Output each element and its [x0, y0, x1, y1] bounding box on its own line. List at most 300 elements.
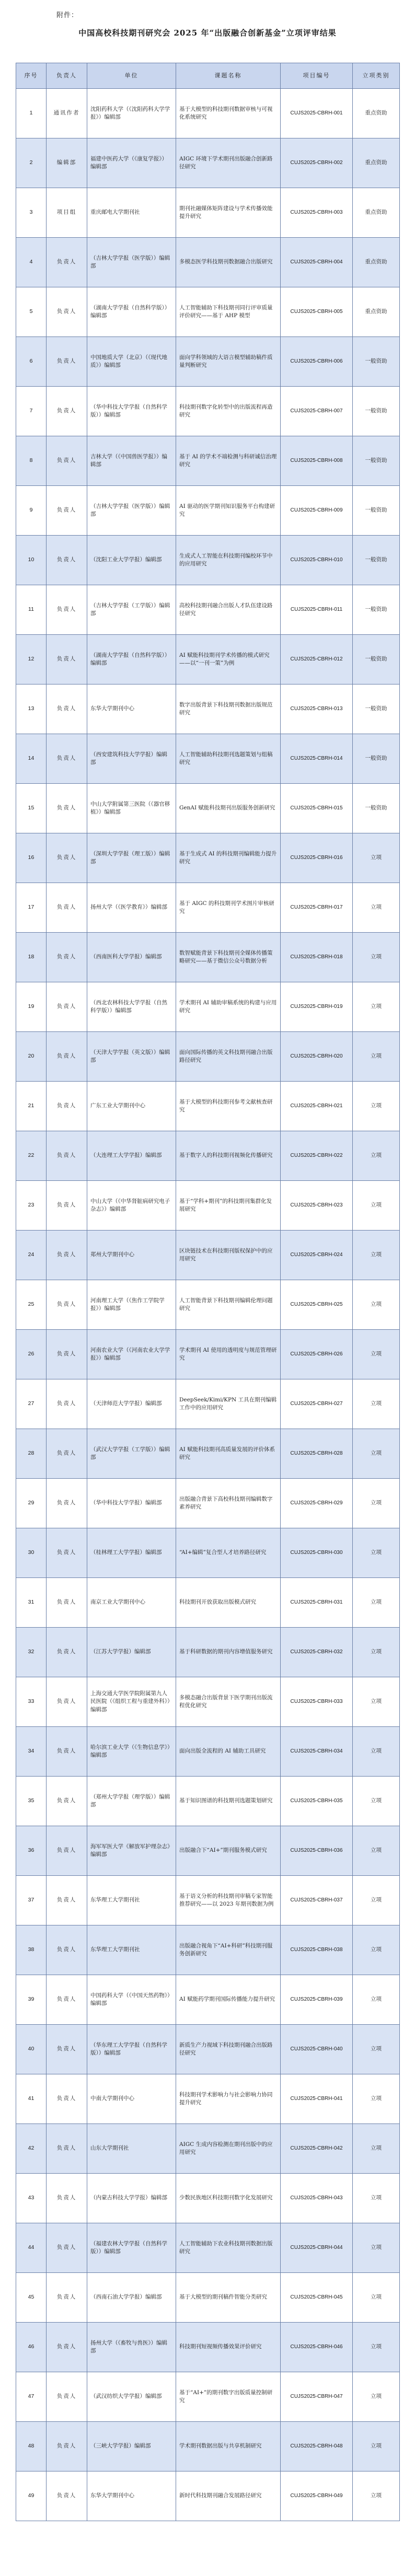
row-unit: 中国药科大学（《中国天然药物》）编辑部 [87, 1975, 176, 2025]
row-project-title: 基于 AI 的学术不端检测与科研诚信治理研究 [176, 436, 281, 486]
row-project-code: CUJS2025-CBRH-047 [281, 2372, 353, 2422]
row-number: 25 [16, 1280, 47, 1330]
row-unit: （江苏大学学报）编辑部 [87, 1628, 176, 1677]
row-category: 立项 [353, 1975, 400, 2025]
row-leader: 负责人 [47, 982, 87, 1032]
row-project-code: CUJS2025-CBRH-031 [281, 1578, 353, 1628]
row-project-title: 基于“学科+期刊”的科技期刊集群化发展研究 [176, 1181, 281, 1231]
row-category: 立项 [353, 2323, 400, 2372]
header-name: 负责人 [47, 63, 87, 89]
row-number: 9 [16, 486, 47, 536]
table-row [16, 2223, 400, 2273]
table-row [16, 635, 400, 684]
row-unit: 吉林大学（《中国兽医学报》）编辑部 [87, 436, 176, 486]
row-project-code: CUJS2025-CBRH-001 [281, 89, 353, 138]
row-project-code: CUJS2025-CBRH-022 [281, 1131, 353, 1181]
row-leader: 负责人 [47, 1379, 87, 1429]
row-unit: 南京工业大学期刊中心 [87, 1578, 176, 1628]
row-number: 14 [16, 734, 47, 784]
table-row [16, 138, 400, 188]
row-category: 一般资助 [353, 585, 400, 635]
row-leader: 负责人 [47, 1528, 87, 1578]
row-number: 6 [16, 337, 47, 387]
row-project-title: 出版融合背景下高校科技期刊编辑数字素养研究 [176, 1479, 281, 1528]
row-category: 一般资助 [353, 784, 400, 833]
row-project-title: 学术期刊 AI 辅助审稿系统的构建与应用研究 [176, 982, 281, 1032]
table-row [16, 188, 400, 238]
header-title: 课题名称 [176, 63, 281, 89]
table-row [16, 1479, 400, 1528]
row-project-title: 基于科研数据的期刊内容增值服务研究 [176, 1628, 281, 1677]
row-leader: 负责人 [47, 1231, 87, 1280]
page-title: 中国高校科技期刊研究会 2025 年“出版融合创新基金”立项评审结果 [78, 28, 337, 38]
row-project-code: CUJS2025-CBRH-027 [281, 1379, 353, 1429]
row-category: 一般资助 [353, 536, 400, 585]
row-number: 44 [16, 2223, 47, 2273]
row-unit: （湖南大学学报（自然科学版））编辑部 [87, 635, 176, 684]
row-unit: （华东理工大学学报（自然科学版））编辑部 [87, 2025, 176, 2074]
table-row [16, 1379, 400, 1429]
row-project-code: CUJS2025-CBRH-014 [281, 734, 353, 784]
row-project-code: CUJS2025-CBRH-033 [281, 1677, 353, 1727]
row-project-code: CUJS2025-CBRH-004 [281, 238, 353, 287]
row-category: 立项 [353, 1280, 400, 1330]
row-leader: 负责人 [47, 784, 87, 833]
row-category: 立项 [353, 1727, 400, 1777]
row-project-code: CUJS2025-CBRH-049 [281, 2471, 353, 2521]
row-project-title: AI 驱动的医学期刊知识服务平台构建研究 [176, 486, 281, 536]
row-unit: （桂林理工大学学报）编辑部 [87, 1528, 176, 1578]
table-row [16, 1429, 400, 1479]
row-category: 立项 [353, 1826, 400, 1876]
row-unit: （郑州大学学报（理学版））编辑部 [87, 1777, 176, 1826]
row-unit: 中山大学附属第三医院（《器官移植》）编辑部 [87, 784, 176, 833]
row-project-code: CUJS2025-CBRH-029 [281, 1479, 353, 1528]
table-row [16, 1578, 400, 1628]
row-category: 一般资助 [353, 436, 400, 486]
row-project-code: CUJS2025-CBRH-020 [281, 1032, 353, 1082]
row-category: 立项 [353, 1528, 400, 1578]
row-category: 立项 [353, 982, 400, 1032]
row-number: 27 [16, 1379, 47, 1429]
row-leader: 负责人 [47, 436, 87, 486]
row-project-code: CUJS2025-CBRH-005 [281, 287, 353, 337]
row-project-code: CUJS2025-CBRH-012 [281, 635, 353, 684]
row-category: 立项 [353, 883, 400, 933]
row-category: 立项 [353, 1082, 400, 1131]
row-project-code: CUJS2025-CBRH-045 [281, 2273, 353, 2323]
row-unit: 郑州大学期刊中心 [87, 1231, 176, 1280]
row-category: 立项 [353, 1578, 400, 1628]
table-row [16, 436, 400, 486]
row-project-title: GenAI 赋能科技期刊出版服务创新研究 [176, 784, 281, 833]
row-project-title: AI 赋能科技期刊学术传播的模式研究——以“一刊一策”为例 [176, 635, 281, 684]
row-leader: 负责人 [47, 1727, 87, 1777]
row-category: 一般资助 [353, 635, 400, 684]
row-leader: 负责人 [47, 2025, 87, 2074]
row-project-title: 学术期刊 AI 使用的透明度与规范管理研究 [176, 1330, 281, 1379]
row-unit: 海军军医大学《解放军护理杂志》编辑部 [87, 1826, 176, 1876]
row-project-code: CUJS2025-CBRH-013 [281, 684, 353, 734]
row-number: 15 [16, 784, 47, 833]
row-category: 立项 [353, 2124, 400, 2174]
row-unit: 河南理工大学（《焦作工学院学报》）编辑部 [87, 1280, 176, 1330]
row-unit: 沈阳药科大学（《沈阳药科大学学报》）编辑部 [87, 89, 176, 138]
row-project-title: 数字出版背景下科技期刊数据出版规范研究 [176, 684, 281, 734]
table-row [16, 2372, 400, 2422]
row-category: 立项 [353, 1231, 400, 1280]
row-leader: 负责人 [47, 684, 87, 734]
row-number: 28 [16, 1429, 47, 1479]
row-project-code: CUJS2025-CBRH-008 [281, 436, 353, 486]
row-leader: 项目组 [47, 188, 87, 238]
row-unit: （吉林大学学报（医学版））编辑部 [87, 486, 176, 536]
row-leader: 负责人 [47, 536, 87, 585]
row-number: 29 [16, 1479, 47, 1528]
row-project-code: CUJS2025-CBRH-038 [281, 1925, 353, 1975]
row-project-code: CUJS2025-CBRH-023 [281, 1181, 353, 1231]
row-number: 1 [16, 89, 47, 138]
row-number: 23 [16, 1181, 47, 1231]
row-category: 立项 [353, 1032, 400, 1082]
row-category: 立项 [353, 933, 400, 982]
table-row [16, 684, 400, 734]
row-project-title: AI 赋能科技期刊高质量发展的评价体系研究 [176, 1429, 281, 1479]
row-project-title: 少数民族地区科技期刊数字化发展研究 [176, 2174, 281, 2223]
row-unit: （西北农林科技大学学报（自然科学版））编辑部 [87, 982, 176, 1032]
row-project-code: CUJS2025-CBRH-030 [281, 1528, 353, 1578]
row-leader: 负责人 [47, 635, 87, 684]
annex-label: 附件： [56, 11, 79, 19]
row-project-code: CUJS2025-CBRH-032 [281, 1628, 353, 1677]
row-project-title: 多模态医学科技期刊数据融合出版研究 [176, 238, 281, 287]
row-leader: 负责人 [47, 2422, 87, 2471]
table-row [16, 933, 400, 982]
table-row [16, 734, 400, 784]
table-row [16, 287, 400, 337]
row-category: 立项 [353, 833, 400, 883]
row-project-code: CUJS2025-CBRH-048 [281, 2422, 353, 2471]
row-number: 43 [16, 2174, 47, 2223]
header-unit: 单位 [87, 63, 176, 89]
row-unit: （西南石油大学学报）编辑部 [87, 2273, 176, 2323]
table-row [16, 1330, 400, 1379]
row-project-code: CUJS2025-CBRH-043 [281, 2174, 353, 2223]
row-leader: 通讯作者 [47, 89, 87, 138]
header-code: 项目编号 [281, 63, 353, 89]
row-number: 21 [16, 1082, 47, 1131]
row-number: 49 [16, 2471, 47, 2521]
row-leader: 负责人 [47, 734, 87, 784]
row-unit: 河南农业大学（《河南农业大学学报》）编辑部 [87, 1330, 176, 1379]
row-category: 重点资助 [353, 89, 400, 138]
row-category: 一般资助 [353, 734, 400, 784]
row-project-title: 基于大模型的期刊稿件智能分类研究 [176, 2273, 281, 2323]
row-project-code: CUJS2025-CBRH-034 [281, 1727, 353, 1777]
row-category: 立项 [353, 1181, 400, 1231]
row-leader: 负责人 [47, 2223, 87, 2273]
table-row [16, 2323, 400, 2372]
row-project-title: 生成式人工智能在科技期刊编校环节中的应用研究 [176, 536, 281, 585]
table-row [16, 1826, 400, 1876]
row-project-title: 基于“AI+”的期刊数字出版质量控制研究 [176, 2372, 281, 2422]
row-number: 42 [16, 2124, 47, 2174]
row-project-code: CUJS2025-CBRH-016 [281, 833, 353, 883]
table-row [16, 1528, 400, 1578]
row-project-title: AIGC 环境下学术期刊出版融合创新路径研究 [176, 138, 281, 188]
row-leader: 负责人 [47, 2323, 87, 2372]
table-row [16, 89, 400, 138]
row-category: 重点资助 [353, 287, 400, 337]
row-project-code: CUJS2025-CBRH-028 [281, 1429, 353, 1479]
row-number: 33 [16, 1677, 47, 1727]
row-project-title: 出版融合下“AI+”期刊服务模式研究 [176, 1826, 281, 1876]
row-category: 一般资助 [353, 684, 400, 734]
row-project-code: CUJS2025-CBRH-044 [281, 2223, 353, 2273]
table-row [16, 1628, 400, 1677]
row-leader: 负责人 [47, 2124, 87, 2174]
row-project-title: 基于生成式 AI 的科技期刊编辑能力提升研究 [176, 833, 281, 883]
header-category: 立项类别 [353, 63, 400, 89]
row-project-code: CUJS2025-CBRH-024 [281, 1231, 353, 1280]
row-project-title: 基于语义分析的科技期刊审稿专家智能推荐研究——以 2023 年期刊数据为例 [176, 1876, 281, 1925]
results-table [16, 63, 400, 2521]
row-project-title: 高校科技期刊融合出版人才队伍建设路径研究 [176, 585, 281, 635]
row-project-title: 科技期刊开放获取出版模式研究 [176, 1578, 281, 1628]
row-number: 45 [16, 2273, 47, 2323]
row-category: 立项 [353, 1876, 400, 1925]
row-unit: 福建中医药大学（《康复学报》）编辑部 [87, 138, 176, 188]
row-unit: 东华理工大学期刊社 [87, 1876, 176, 1925]
table-row [16, 1876, 400, 1925]
table-row [16, 585, 400, 635]
table-row [16, 2124, 400, 2174]
table-row [16, 238, 400, 287]
row-category: 立项 [353, 1131, 400, 1181]
row-project-title: “AI+编辑”复合型人才培养路径研究 [176, 1528, 281, 1578]
row-leader: 负责人 [47, 1876, 87, 1925]
row-project-title: 科技期刊数字化转型中的出版流程再造研究 [176, 387, 281, 436]
row-number: 26 [16, 1330, 47, 1379]
table-row [16, 2074, 400, 2124]
row-leader: 负责人 [47, 1032, 87, 1082]
row-unit: 中南大学期刊中心 [87, 2074, 176, 2124]
table-row [16, 2273, 400, 2323]
row-leader: 负责人 [47, 585, 87, 635]
row-unit: 东华理工大学期刊社 [87, 1925, 176, 1975]
row-project-title: 人工智能辅助下农业科技期刊数据出版研究 [176, 2223, 281, 2273]
row-project-title: 人工智能辅助下科技期刊同行评审质量评价研究——基于 AHP 模型 [176, 287, 281, 337]
row-project-title: 期刊社融媒体矩阵建设与学术传播效能提升研究 [176, 188, 281, 238]
row-project-title: 区块链技术在科技期刊版权保护中的应用研究 [176, 1231, 281, 1280]
row-category: 立项 [353, 1330, 400, 1379]
row-unit: 广东工业大学期刊中心 [87, 1082, 176, 1131]
table-row [16, 337, 400, 387]
table-row [16, 1727, 400, 1777]
row-project-code: CUJS2025-CBRH-039 [281, 1975, 353, 2025]
row-project-code: CUJS2025-CBRH-003 [281, 188, 353, 238]
row-category: 立项 [353, 2174, 400, 2223]
row-leader: 负责人 [47, 1975, 87, 2025]
row-number: 32 [16, 1628, 47, 1677]
table-row [16, 1181, 400, 1231]
row-number: 13 [16, 684, 47, 734]
row-project-title: AI 赋能药学期刊国际传播能力提升研究 [176, 1975, 281, 2025]
row-category: 立项 [353, 2074, 400, 2124]
row-project-code: CUJS2025-CBRH-046 [281, 2323, 353, 2372]
row-leader: 负责人 [47, 1082, 87, 1131]
row-unit: 扬州大学（《医学教育》）编辑部 [87, 883, 176, 933]
row-number: 11 [16, 585, 47, 635]
row-number: 20 [16, 1032, 47, 1082]
row-project-code: CUJS2025-CBRH-035 [281, 1777, 353, 1826]
row-project-title: 数智赋能背景下科技期刊全媒体传播策略研究——基于微信公众号数据分析 [176, 933, 281, 982]
row-leader: 负责人 [47, 486, 87, 536]
row-number: 40 [16, 2025, 47, 2074]
row-unit: （华中科技大学学报（自然科学版））编辑部 [87, 387, 176, 436]
row-unit: 山东大学期刊社 [87, 2124, 176, 2174]
header-no: 序号 [16, 63, 47, 89]
row-project-title: 面向国际传播的英文科技期刊融合出版路径研究 [176, 1032, 281, 1082]
row-unit: （沈阳工业大学学报）编辑部 [87, 536, 176, 585]
table-row [16, 1677, 400, 1727]
row-leader: 负责人 [47, 1925, 87, 1975]
row-unit: （湖南大学学报（自然科学版））编辑部 [87, 287, 176, 337]
row-unit: （福建农林大学学报（自然科学版））编辑部 [87, 2223, 176, 2273]
row-project-code: CUJS2025-CBRH-040 [281, 2025, 353, 2074]
table-row [16, 2471, 400, 2521]
row-unit: （天津师范大学学报）编辑部 [87, 1379, 176, 1429]
row-number: 24 [16, 1231, 47, 1280]
row-unit: 重庆邮电大学期刊社 [87, 188, 176, 238]
row-category: 立项 [353, 1677, 400, 1727]
row-project-title: 基于 AIGC 的科技期刊学术图片审核研究 [176, 883, 281, 933]
row-leader: 负责人 [47, 1826, 87, 1876]
row-leader: 编辑部 [47, 138, 87, 188]
row-number: 7 [16, 387, 47, 436]
row-leader: 负责人 [47, 1628, 87, 1677]
row-category: 一般资助 [353, 486, 400, 536]
row-leader: 负责人 [47, 2372, 87, 2422]
row-leader: 负责人 [47, 387, 87, 436]
row-project-title: 面向学科领域的大语言模型辅助稿件质量判断研究 [176, 337, 281, 387]
row-number: 30 [16, 1528, 47, 1578]
row-project-title: 新时代科技期刊融合发展路径研究 [176, 2471, 281, 2521]
row-unit: 上海交通大学医学院附属第九人民医院（《组织工程与重建外科》）编辑部 [87, 1677, 176, 1727]
row-project-code: CUJS2025-CBRH-037 [281, 1876, 353, 1925]
row-number: 46 [16, 2323, 47, 2372]
row-category: 一般资助 [353, 337, 400, 387]
row-category: 立项 [353, 2471, 400, 2521]
row-unit: 东华大学期刊中心 [87, 684, 176, 734]
row-project-title: 基于知识图谱的科技期刊选题策划研究 [176, 1777, 281, 1826]
row-number: 4 [16, 238, 47, 287]
row-project-code: CUJS2025-CBRH-015 [281, 784, 353, 833]
row-unit: （华中科技大学学报）编辑部 [87, 1479, 176, 1528]
row-number: 17 [16, 883, 47, 933]
row-unit: （大连理工大学学报）编辑部 [87, 1131, 176, 1181]
row-project-title: 学术期刊数据出版与共享机制研究 [176, 2422, 281, 2471]
row-number: 37 [16, 1876, 47, 1925]
row-unit: （武汉大学学报（工学版））编辑部 [87, 1429, 176, 1479]
table-row [16, 833, 400, 883]
row-number: 48 [16, 2422, 47, 2471]
row-project-title: 基于大模型的科技期刊参考文献核查研究 [176, 1082, 281, 1131]
row-project-title: 基于大模型的科技期刊数据审核与可视化系统研究 [176, 89, 281, 138]
row-leader: 负责人 [47, 2471, 87, 2521]
row-category: 重点资助 [353, 238, 400, 287]
row-unit: 中国地质大学（北京）（《现代地质》）编辑部 [87, 337, 176, 387]
table-row [16, 1131, 400, 1181]
table-row [16, 387, 400, 436]
table-row [16, 1032, 400, 1082]
row-project-title: 新质生产力视域下科技期刊融合出版路径研究 [176, 2025, 281, 2074]
table-row [16, 486, 400, 536]
row-number: 38 [16, 1925, 47, 1975]
row-unit: （吉林大学学报（工学版））编辑部 [87, 585, 176, 635]
row-leader: 负责人 [47, 2174, 87, 2223]
row-leader: 负责人 [47, 1181, 87, 1231]
row-unit: （三峡大学学报）编辑部 [87, 2422, 176, 2471]
row-leader: 负责人 [47, 1131, 87, 1181]
row-unit: 东华大学期刊中心 [87, 2471, 176, 2521]
row-leader: 负责人 [47, 883, 87, 933]
row-category: 立项 [353, 2223, 400, 2273]
row-category: 重点资助 [353, 188, 400, 238]
table-row [16, 2174, 400, 2223]
row-project-title: 多模态融合出版背景下医学期刊出版流程优化研究 [176, 1677, 281, 1727]
row-leader: 负责人 [47, 2273, 87, 2323]
row-number: 5 [16, 287, 47, 337]
row-unit: （内蒙古科技大学学报）编辑部 [87, 2174, 176, 2223]
row-leader: 负责人 [47, 238, 87, 287]
table-row [16, 982, 400, 1032]
row-project-code: CUJS2025-CBRH-002 [281, 138, 353, 188]
row-unit: （天津大学学报（英文版））编辑部 [87, 1032, 176, 1082]
row-number: 36 [16, 1826, 47, 1876]
row-number: 41 [16, 2074, 47, 2124]
row-project-code: CUJS2025-CBRH-042 [281, 2124, 353, 2174]
row-number: 39 [16, 1975, 47, 2025]
table-row [16, 784, 400, 833]
table-row [16, 1280, 400, 1330]
row-project-code: CUJS2025-CBRH-025 [281, 1280, 353, 1330]
row-category: 立项 [353, 1777, 400, 1826]
row-number: 3 [16, 188, 47, 238]
row-project-code: CUJS2025-CBRH-009 [281, 486, 353, 536]
row-unit: 扬州大学（《畜牧与兽医》）编辑部 [87, 2323, 176, 2372]
row-number: 16 [16, 833, 47, 883]
row-number: 18 [16, 933, 47, 982]
table-row [16, 883, 400, 933]
row-number: 31 [16, 1578, 47, 1628]
table-row [16, 2025, 400, 2074]
row-leader: 负责人 [47, 2074, 87, 2124]
row-unit: （西南医科大学学报）编辑部 [87, 933, 176, 982]
row-leader: 负责人 [47, 1578, 87, 1628]
row-leader: 负责人 [47, 1429, 87, 1479]
row-leader: 负责人 [47, 337, 87, 387]
row-number: 12 [16, 635, 47, 684]
row-category: 立项 [353, 1628, 400, 1677]
row-project-title: 人工智能背景下科技期刊编辑伦理问题研究 [176, 1280, 281, 1330]
table-header-row [16, 63, 400, 89]
table-row [16, 2422, 400, 2471]
row-number: 8 [16, 436, 47, 486]
row-project-code: CUJS2025-CBRH-036 [281, 1826, 353, 1876]
row-project-title: 出版融合视角下“AI+科研”科技期刊服务创新研究 [176, 1925, 281, 1975]
row-category: 立项 [353, 1925, 400, 1975]
